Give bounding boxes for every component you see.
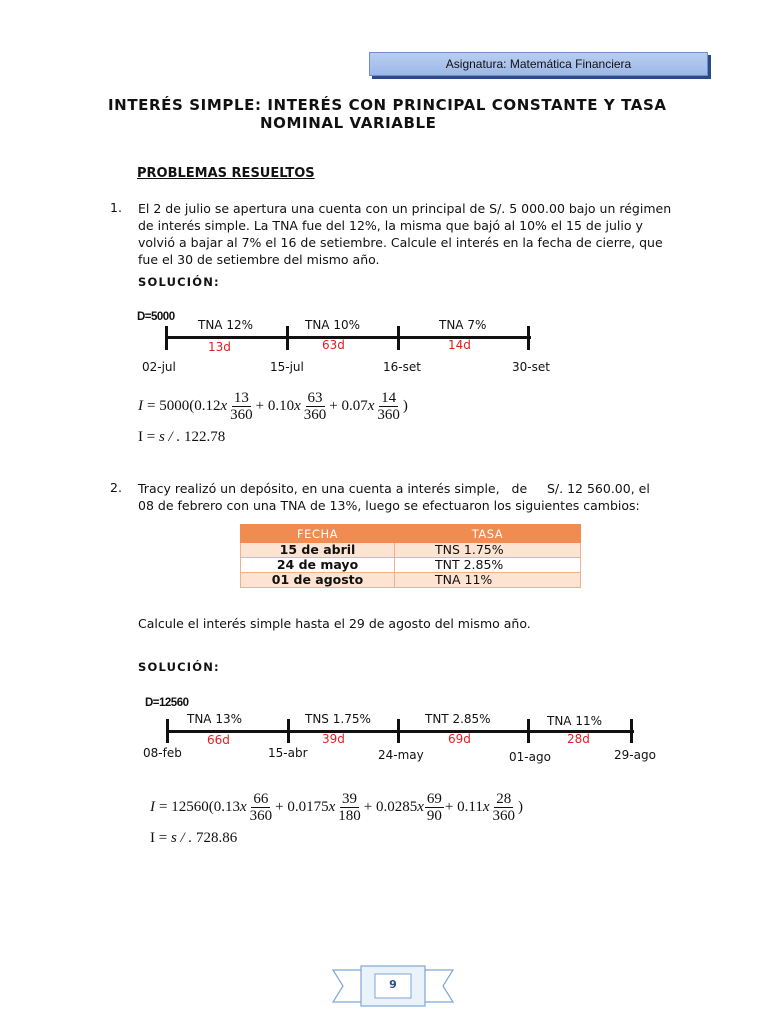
formula-times: x: [239, 799, 247, 815]
timeline-2-rate: TNS 1.75%: [305, 712, 371, 726]
fraction-numerator: 13: [233, 390, 249, 406]
timeline-2-tick: [527, 719, 530, 743]
formula-term: = 5000(0.12: [147, 398, 221, 414]
result-lhs: I =: [150, 830, 171, 846]
formula-term: + 0.07: [329, 398, 368, 414]
table-cell-date: 15 de abril: [241, 543, 395, 558]
formula-times: x: [294, 398, 301, 414]
fraction-numerator: 69: [426, 791, 442, 807]
formula-term: + 0.0175: [275, 799, 329, 815]
timeline-2-axis: [167, 730, 634, 733]
formula-symbol: I: [150, 799, 155, 815]
title-line-1: INTERÉS SIMPLE: INTERÉS CON PRINCIPAL CONSTANTE Y TASA: [108, 96, 667, 114]
result-unit: s / .: [170, 830, 193, 846]
problem-1-line: de interés simple. La TNA fue del 12%, la misma que bajó al 10% el 15 de julio y: [138, 218, 643, 233]
timeline-2-tick: [630, 719, 633, 743]
timeline-2-days: 66d: [207, 733, 230, 747]
column-header-tasa: TASA: [395, 525, 581, 543]
timeline-2-rate: TNA 13%: [187, 712, 243, 726]
problem-1-formula: [138, 390, 408, 423]
timeline-1-days: 63d: [322, 338, 345, 352]
problem-1-number: 1.: [110, 200, 122, 215]
rates-table: [240, 524, 581, 588]
problem-2-line: 08 de febrero con una TNA de 13%, luego se efectuaron los siguientes cambios:: [138, 498, 640, 513]
problem-2-result: [150, 830, 237, 847]
formula-fraction: [375, 390, 402, 423]
subject-header: Asignatura: Matemática Financiera: [369, 52, 708, 76]
result-value: 122.78: [180, 429, 226, 445]
fraction-denominator: 180: [338, 808, 361, 824]
timeline-1-date: 16-set: [383, 360, 421, 374]
result-unit: s / .: [158, 429, 181, 445]
formula-term: + 0.10: [255, 398, 295, 414]
formula-term: ): [402, 398, 408, 414]
table-header-row: [241, 525, 581, 543]
timeline-1-tick: [397, 326, 400, 350]
table-cell-rate: TNT 2.85%: [395, 558, 581, 573]
problem-2-line: Tracy realizó un depósito, en una cuenta a interés simple, de S/. 12 560.00, el: [138, 481, 650, 496]
formula-times: x: [482, 799, 490, 815]
problem-2-text: [138, 480, 677, 514]
table-cell-rate: TNS 1.75%: [395, 543, 581, 558]
problem-2-number: 2.: [110, 480, 122, 495]
problem-2-formula: [150, 791, 523, 824]
timeline-2-principal: D=12560: [145, 697, 189, 709]
timeline-1-date: 15-jul: [270, 360, 304, 374]
timeline-1-rate: TNA 7%: [439, 318, 487, 332]
page-title: [108, 96, 708, 132]
timeline-1-tick: [286, 326, 289, 350]
fraction-denominator: 360: [230, 407, 253, 423]
formula-term: ): [518, 799, 523, 815]
formula-fraction: [228, 390, 255, 423]
problem-1-solution-label: SOLUCIÓN:: [138, 275, 220, 289]
timeline-2-rate: TNT 2.85%: [425, 712, 491, 726]
fraction-denominator: 360: [492, 808, 515, 824]
table-row: [241, 543, 581, 558]
fraction-denominator: 360: [303, 407, 327, 423]
timeline-2-days: 39d: [322, 732, 345, 746]
problem-1-line: volvió a bajar al 7% el 16 de setiembre. Calcule el interés en la fecha de cierre, que: [138, 235, 663, 250]
timeline-2-tick: [166, 719, 169, 743]
rates-table-wrapper: [240, 524, 581, 588]
timeline-1-date: 02-jul: [142, 360, 176, 374]
problem-1-result: [138, 429, 225, 446]
fraction-numerator: 63: [307, 390, 323, 406]
result-lhs: I =: [138, 429, 159, 445]
fraction-numerator: 39: [342, 791, 358, 807]
result-value: 728.86: [192, 830, 238, 846]
formula-term: + 0.0285: [363, 799, 418, 815]
timeline-2-tick: [287, 719, 290, 743]
timeline-1-rate: TNA 12%: [198, 318, 254, 332]
problem-2-solution-label: SOLUCIÓN:: [138, 660, 220, 674]
timeline-1-tick: [165, 326, 168, 350]
fraction-numerator: 66: [253, 791, 269, 807]
formula-term: = 12560(0.13: [159, 799, 240, 815]
problem-1-line: El 2 de julio se apertura una cuenta con un principal de S/. 5 000.00 bajo un régimen: [138, 201, 672, 216]
formula-fraction: [425, 791, 444, 824]
timeline-1-days: 14d: [448, 338, 471, 352]
table-row: [241, 573, 581, 588]
formula-times: x: [367, 398, 375, 414]
timeline-2-date: 08-feb: [143, 746, 182, 760]
table-cell-rate: TNA 11%: [395, 573, 581, 588]
timeline-1-rate: TNA 10%: [305, 318, 361, 332]
formula-times: x: [220, 398, 228, 414]
timeline-2-date: 29-ago: [614, 748, 656, 762]
timeline-2-tick: [397, 719, 400, 743]
title-line-2: NOMINAL VARIABLE: [260, 114, 437, 132]
table-cell-date: 01 de agosto: [241, 573, 395, 588]
problem-1-text: [138, 200, 677, 268]
timeline-2-date: 24-may: [378, 748, 424, 762]
table-row: [241, 558, 581, 573]
timeline-1-date: 30-set: [512, 360, 550, 374]
problem-1-line: fue el 30 de setiembre del mismo año.: [138, 252, 380, 267]
column-header-fecha: FECHA: [241, 525, 395, 543]
timeline-1-tick: [527, 326, 530, 350]
formula-fraction: [336, 791, 363, 824]
problem-2-question: Calcule el interés simple hasta el 29 de agosto del mismo año.: [138, 616, 531, 631]
section-heading: PROBLEMAS RESUELTOS: [137, 166, 315, 181]
formula-term: + 0.11: [444, 799, 483, 815]
formula-times: x: [328, 799, 336, 815]
page-number: 9: [389, 978, 397, 991]
fraction-numerator: 14: [381, 390, 397, 406]
formula-fraction: [491, 791, 518, 824]
timeline-1-axis: [166, 336, 531, 339]
timeline-1-principal: D=5000: [137, 311, 175, 323]
formula-symbol: I: [138, 398, 143, 414]
formula-fraction: [302, 390, 329, 423]
fraction-denominator: 90: [426, 808, 442, 824]
timeline-2-days: 28d: [567, 732, 590, 746]
fraction-numerator: 28: [496, 791, 512, 807]
fraction-denominator: 360: [249, 808, 273, 824]
table-cell-date: 24 de mayo: [241, 558, 395, 573]
timeline-2-date: 01-ago: [509, 750, 551, 764]
formula-fraction: [248, 791, 275, 824]
formula-times: x: [417, 799, 424, 815]
timeline-2-rate: TNA 11%: [547, 714, 603, 728]
timeline-1-days: 13d: [208, 340, 231, 354]
timeline-2-days: 69d: [448, 732, 471, 746]
fraction-denominator: 360: [377, 407, 400, 423]
timeline-2-date: 15-abr: [268, 746, 308, 760]
